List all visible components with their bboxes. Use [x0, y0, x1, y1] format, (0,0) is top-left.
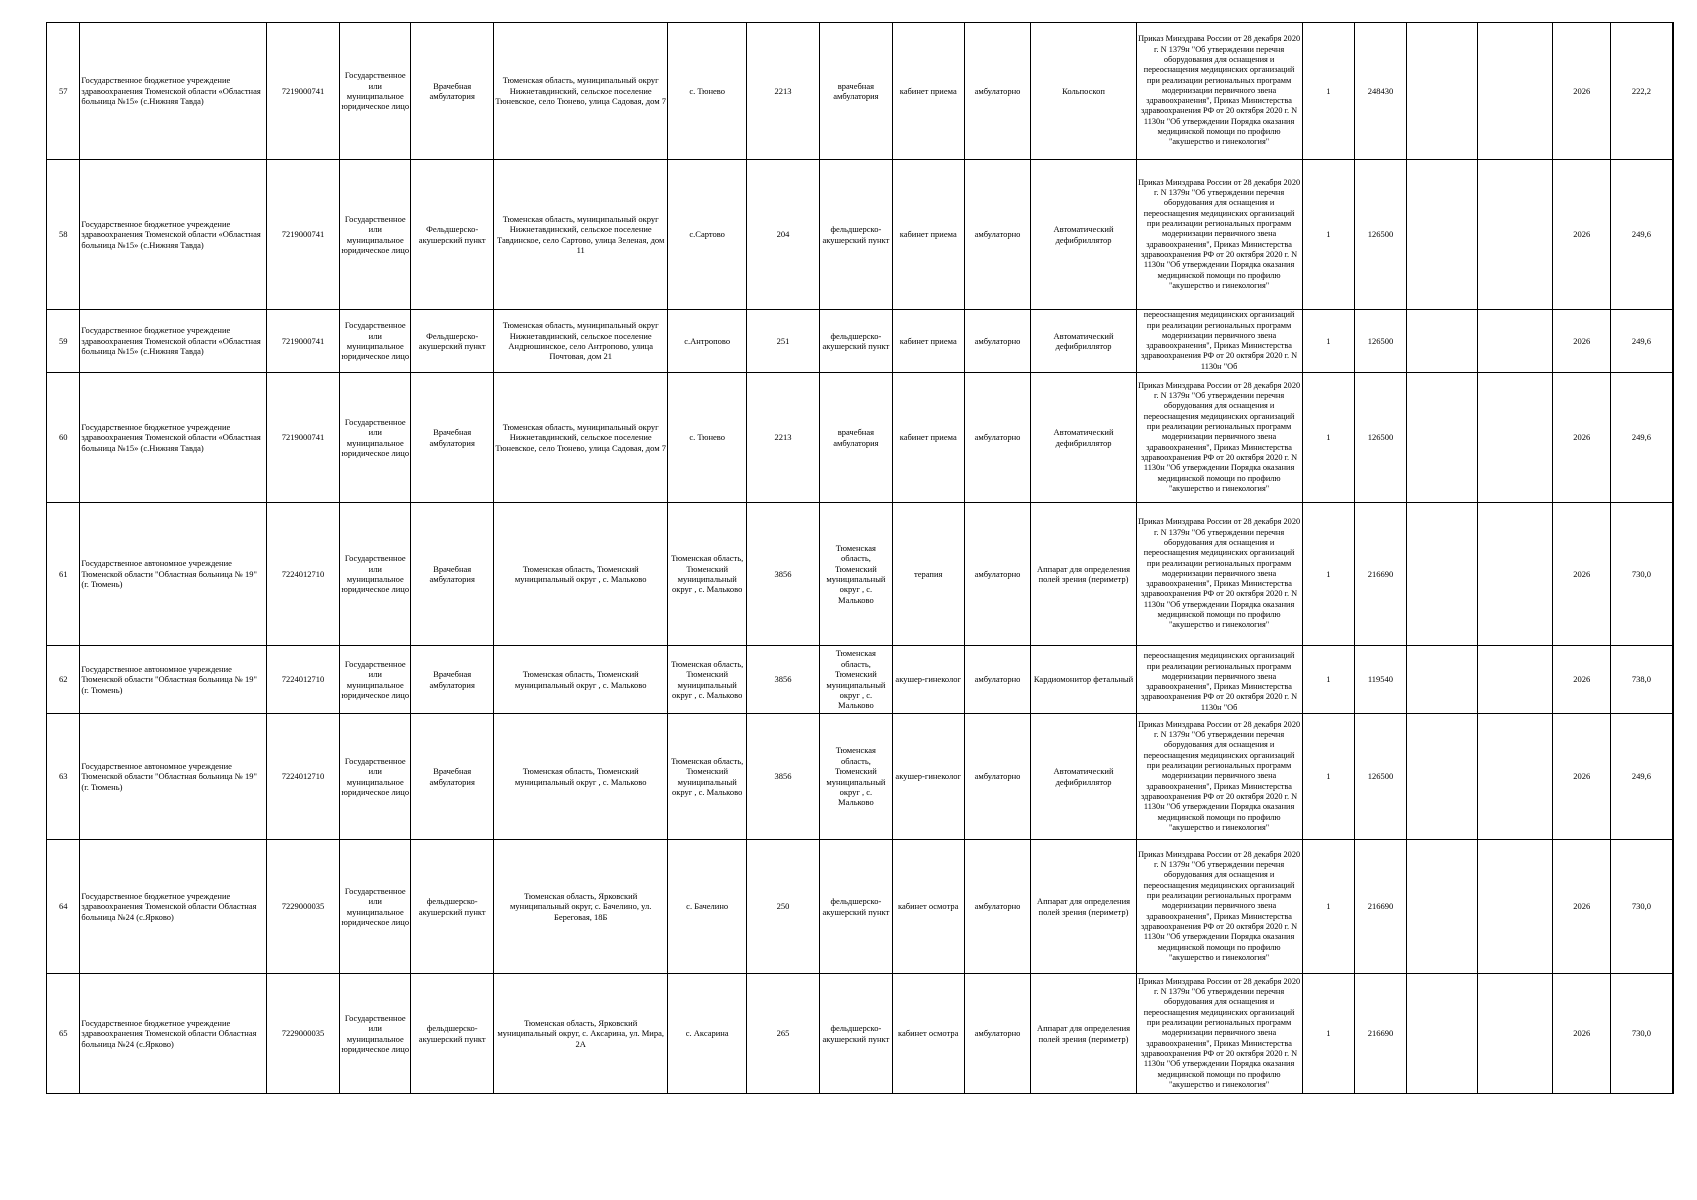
equipment-name: Автоматический дефибриллятор: [1031, 714, 1136, 840]
unit-type: Фельдшерско-акушерский пункт: [411, 160, 494, 310]
unit-price: 248430: [1355, 23, 1407, 160]
population: 204: [747, 160, 820, 310]
quantity: 1: [1302, 160, 1355, 310]
empty-cell: [1406, 974, 1477, 1094]
care-form: амбулаторно: [964, 373, 1031, 503]
amount-value: 249,6: [1611, 310, 1673, 373]
unit-type: Фельдшерско-акушерский пункт: [411, 310, 494, 373]
year: 2026: [1553, 310, 1611, 373]
empty-cell: [1477, 840, 1553, 974]
unit-kind: фельдшерско-акушерский пункт: [819, 840, 892, 974]
empty-cell: [1406, 373, 1477, 503]
entity-type: Государственное или муниципальное юридическое лицо: [340, 503, 411, 646]
locality: с. Бачелино: [668, 840, 747, 974]
unit-address: Тюменская область, муниципальный округ Нижнетавдинский, сельское поселение Тюневское, село Тюнево, улица Садовая, дом 7: [494, 23, 668, 160]
care-form: амбулаторно: [964, 646, 1031, 714]
inn-value: 7219000741: [266, 373, 340, 503]
care-form: амбулаторно: [964, 503, 1031, 646]
year: 2026: [1553, 373, 1611, 503]
legal-basis: Приказ Минздрава России от 28 декабря 2020 г. N 1379н "Об утверждении перечня оборудования для оснащения и переоснащения медицинских организаций при реализации региональных программ модернизации первичного звена здравоохранения", Приказ Министерства здравоохранения РФ от 20 октября 2020 г. N 1130н "Об утверждении Порядка оказания медицинской помощи по профилю "акушерство и гинекология": [1136, 23, 1302, 160]
unit-type: Врачебная амбулатория: [411, 503, 494, 646]
empty-cell: [1477, 160, 1553, 310]
unit-kind: Тюменская область, Тюменский муниципальный округ , с. Мальково: [819, 714, 892, 840]
equipment-name: Аппарат для определения полей зрения (периметр): [1031, 974, 1136, 1094]
room-name: акушер-гинеколог: [892, 714, 964, 840]
unit-type: Врачебная амбулатория: [411, 23, 494, 160]
amount-value: 730,0: [1611, 974, 1673, 1094]
row-number: 58: [47, 160, 80, 310]
locality: с. Тюнево: [668, 23, 747, 160]
equipment-name: Кольпоскоп: [1031, 23, 1136, 160]
equipment-name: Аппарат для определения полей зрения (периметр): [1031, 503, 1136, 646]
table-row: [47, 714, 1674, 840]
population: 2213: [747, 373, 820, 503]
edge-cell: [1672, 974, 1673, 1094]
locality: с. Аксарина: [668, 974, 747, 1094]
empty-cell: [1406, 503, 1477, 646]
legal-basis: переоснащения медицинских организаций при реализации региональных программ модернизации первичного звена здравоохранения", Приказ Министерства здравоохранения РФ от 20 октября 2020 г. N 1130н "Об: [1136, 310, 1302, 373]
row-number: 65: [47, 974, 80, 1094]
entity-type: Государственное или муниципальное юридическое лицо: [340, 160, 411, 310]
population: 3856: [747, 503, 820, 646]
row-number: 59: [47, 310, 80, 373]
inn-value: 7229000035: [266, 840, 340, 974]
inn-value: 7224012710: [266, 503, 340, 646]
amount-value: 738,0: [1611, 646, 1673, 714]
locality: с.Сартово: [668, 160, 747, 310]
entity-type: Государственное или муниципальное юридическое лицо: [340, 840, 411, 974]
unit-kind: врачебная амбулатория: [819, 23, 892, 160]
empty-cell: [1477, 503, 1553, 646]
organization-name: Государственное бюджетное учреждение здравоохранения Тюменской области «Областная больница №15» (с.Нижняя Тавда): [80, 310, 266, 373]
unit-address: Тюменская область, Тюменский муниципальный округ , с. Мальково: [494, 503, 668, 646]
edge-cell: [1672, 23, 1673, 160]
table-row: [47, 160, 1674, 310]
care-form: амбулаторно: [964, 840, 1031, 974]
locality: с.Антропово: [668, 310, 747, 373]
quantity: 1: [1302, 646, 1355, 714]
entity-type: Государственное или муниципальное юридическое лицо: [340, 373, 411, 503]
unit-type: фельдшерско-акушерский пункт: [411, 974, 494, 1094]
edge-cell: [1672, 840, 1673, 974]
edge-cell: [1672, 160, 1673, 310]
legal-basis: Приказ Минздрава России от 28 декабря 2020 г. N 1379н "Об утверждении перечня оборудования для оснащения и переоснащения медицинских организаций при реализации региональных программ модернизации первичного звена здравоохранения", Приказ Министерства здравоохранения РФ от 20 октября 2020 г. N 1130н "Об утверждении Порядка оказания медицинской помощи по профилю "акушерство и гинекология": [1136, 160, 1302, 310]
equipment-name: Кардиомонитор фетальный: [1031, 646, 1136, 714]
quantity: 1: [1302, 23, 1355, 160]
locality: Тюменская область, Тюменский муниципальный округ , с. Мальково: [668, 646, 747, 714]
organization-name: Государственное автономное учреждение Тюменской области "Областная больница № 19" (г. Тюмень): [80, 503, 266, 646]
population: 3856: [747, 646, 820, 714]
population: 265: [747, 974, 820, 1094]
amount-value: 222,2: [1611, 23, 1673, 160]
year: 2026: [1553, 714, 1611, 840]
inn-value: 7219000741: [266, 160, 340, 310]
quantity: 1: [1302, 714, 1355, 840]
room-name: кабинет приема: [892, 23, 964, 160]
amount-value: 249,6: [1611, 714, 1673, 840]
locality: Тюменская область, Тюменский муниципальный округ , с. Мальково: [668, 714, 747, 840]
empty-cell: [1477, 310, 1553, 373]
unit-price: 126500: [1355, 310, 1407, 373]
unit-price: 216690: [1355, 503, 1407, 646]
edge-cell: [1672, 714, 1673, 840]
entity-type: Государственное или муниципальное юридическое лицо: [340, 23, 411, 160]
organization-name: Государственное бюджетное учреждение здравоохранения Тюменской области «Областная больница №15» (с.Нижняя Тавда): [80, 373, 266, 503]
unit-price: 119540: [1355, 646, 1407, 714]
unit-kind: врачебная амбулатория: [819, 373, 892, 503]
room-name: акушер-гинеколог: [892, 646, 964, 714]
amount-value: 249,6: [1611, 373, 1673, 503]
quantity: 1: [1302, 373, 1355, 503]
edge-cell: [1672, 503, 1673, 646]
amount-value: 730,0: [1611, 503, 1673, 646]
room-name: кабинет осмотра: [892, 974, 964, 1094]
quantity: 1: [1302, 974, 1355, 1094]
unit-address: Тюменская область, муниципальный округ Нижнетавдинский, сельское поселение Андрюшинское, село Антропово, улица Почтовая, дом 21: [494, 310, 668, 373]
legal-basis: переоснащения медицинских организаций при реализации региональных программ модернизации первичного звена здравоохранения", Приказ Министерства здравоохранения РФ от 20 октября 2020 г. N 1130н "Об: [1136, 646, 1302, 714]
unit-address: Тюменская область, муниципальный округ Нижнетавдинский, сельское поселение Тюневское, село Тюнево, улица Садовая, дом 7: [494, 373, 668, 503]
care-form: амбулаторно: [964, 714, 1031, 840]
unit-kind: Тюменская область, Тюменский муниципальный округ , с. Мальково: [819, 646, 892, 714]
inn-value: 7224012710: [266, 646, 340, 714]
population: 3856: [747, 714, 820, 840]
equipment-name: Автоматический дефибриллятор: [1031, 373, 1136, 503]
row-number: 64: [47, 840, 80, 974]
legal-basis: Приказ Минздрава России от 28 декабря 2020 г. N 1379н "Об утверждении перечня оборудования для оснащения и переоснащения медицинских организаций при реализации региональных программ модернизации первичного звена здравоохранения", Приказ Министерства здравоохранения РФ от 20 октября 2020 г. N 1130н "Об утверждении Порядка оказания медицинской помощи по профилю "акушерство и гинекология": [1136, 373, 1302, 503]
table-row: [47, 503, 1674, 646]
unit-address: Тюменская область, Тюменский муниципальный округ , с. Мальково: [494, 714, 668, 840]
edge-cell: [1672, 646, 1673, 714]
table-body: [47, 23, 1674, 1094]
care-form: амбулаторно: [964, 23, 1031, 160]
legal-basis: Приказ Минздрава России от 28 декабря 2020 г. N 1379н "Об утверждении перечня оборудования для оснащения и переоснащения медицинских организаций при реализации региональных программ модернизации первичного звена здравоохранения", Приказ Министерства здравоохранения РФ от 20 октября 2020 г. N 1130н "Об утверждении Порядка оказания медицинской помощи по профилю "акушерство и гинекология": [1136, 503, 1302, 646]
table-row: [47, 840, 1674, 974]
row-number: 60: [47, 373, 80, 503]
row-number: 63: [47, 714, 80, 840]
unit-kind: фельдшерско-акушерский пункт: [819, 310, 892, 373]
row-number: 57: [47, 23, 80, 160]
table-row: [47, 646, 1674, 714]
organization-name: Государственное бюджетное учреждение здравоохранения Тюменской области Областная больница №24 (с.Ярково): [80, 974, 266, 1094]
unit-price: 126500: [1355, 160, 1407, 310]
unit-price: 126500: [1355, 714, 1407, 840]
table-row: [47, 23, 1674, 160]
unit-type: Врачебная амбулатория: [411, 646, 494, 714]
equipment-table: [46, 22, 1674, 1094]
unit-price: 126500: [1355, 373, 1407, 503]
population: 250: [747, 840, 820, 974]
unit-address: Тюменская область, Ярковский муниципальный округ, с. Бачелино, ул. Береговая, 18Б: [494, 840, 668, 974]
empty-cell: [1477, 23, 1553, 160]
year: 2026: [1553, 160, 1611, 310]
empty-cell: [1406, 840, 1477, 974]
legal-basis: Приказ Минздрава России от 28 декабря 2020 г. N 1379н "Об утверждении перечня оборудования для оснащения и переоснащения медицинских организаций при реализации региональных программ модернизации первичного звена здравоохранения", Приказ Министерства здравоохранения РФ от 20 октября 2020 г. N 1130н "Об утверждении Порядка оказания медицинской помощи по профилю "акушерство и гинекология": [1136, 714, 1302, 840]
population: 2213: [747, 23, 820, 160]
entity-type: Государственное или муниципальное юридическое лицо: [340, 714, 411, 840]
population: 251: [747, 310, 820, 373]
room-name: кабинет приема: [892, 160, 964, 310]
empty-cell: [1406, 646, 1477, 714]
organization-name: Государственное автономное учреждение Тюменской области "Областная больница № 19" (г. Тюмень): [80, 646, 266, 714]
care-form: амбулаторно: [964, 310, 1031, 373]
entity-type: Государственное или муниципальное юридическое лицо: [340, 310, 411, 373]
edge-cell: [1672, 310, 1673, 373]
equipment-name: Автоматический дефибриллятор: [1031, 310, 1136, 373]
inn-value: 7219000741: [266, 23, 340, 160]
unit-kind: фельдшерско-акушерский пункт: [819, 974, 892, 1094]
locality: Тюменская область, Тюменский муниципальный округ , с. Мальково: [668, 503, 747, 646]
unit-type: Врачебная амбулатория: [411, 373, 494, 503]
legal-basis: Приказ Минздрава России от 28 декабря 2020 г. N 1379н "Об утверждении перечня оборудования для оснащения и переоснащения медицинских организаций при реализации региональных программ модернизации первичного звена здравоохранения", Приказ Министерства здравоохранения РФ от 20 октября 2020 г. N 1130н "Об утверждении Порядка оказания медицинской помощи по профилю "акушерство и гинекология": [1136, 840, 1302, 974]
empty-cell: [1477, 373, 1553, 503]
unit-address: Тюменская область, муниципальный округ Нижнетавдинский, сельское поселение Тавдинское, село Сартово, улица Зеленая, дом 11: [494, 160, 668, 310]
room-name: терапия: [892, 503, 964, 646]
unit-address: Тюменская область, Ярковский муниципальный округ, с. Аксарина, ул. Мира, 2А: [494, 974, 668, 1094]
care-form: амбулаторно: [964, 974, 1031, 1094]
equipment-name: Автоматический дефибриллятор: [1031, 160, 1136, 310]
inn-value: 7219000741: [266, 310, 340, 373]
year: 2026: [1553, 646, 1611, 714]
organization-name: Государственное бюджетное учреждение здравоохранения Тюменской области Областная больница №24 (с.Ярково): [80, 840, 266, 974]
locality: с. Тюнево: [668, 373, 747, 503]
quantity: 1: [1302, 840, 1355, 974]
room-name: кабинет осмотра: [892, 840, 964, 974]
equipment-name: Аппарат для определения полей зрения (периметр): [1031, 840, 1136, 974]
care-form: амбулаторно: [964, 160, 1031, 310]
empty-cell: [1477, 974, 1553, 1094]
edge-cell: [1672, 373, 1673, 503]
empty-cell: [1477, 714, 1553, 840]
unit-kind: фельдшерско-акушерский пункт: [819, 160, 892, 310]
empty-cell: [1406, 310, 1477, 373]
year: 2026: [1553, 23, 1611, 160]
empty-cell: [1406, 160, 1477, 310]
entity-type: Государственное или муниципальное юридическое лицо: [340, 974, 411, 1094]
legal-basis: Приказ Минздрава России от 28 декабря 2020 г. N 1379н "Об утверждении перечня оборудования для оснащения и переоснащения медицинских организаций при реализации региональных программ модернизации первичного звена здравоохранения", Приказ Министерства здравоохранения РФ от 20 октября 2020 г. N 1130н "Об утверждении Порядка оказания медицинской помощи по профилю "акушерство и гинекология": [1136, 974, 1302, 1094]
year: 2026: [1553, 503, 1611, 646]
empty-cell: [1406, 23, 1477, 160]
room-name: кабинет приема: [892, 373, 964, 503]
quantity: 1: [1302, 503, 1355, 646]
table-row: [47, 310, 1674, 373]
table-row: [47, 373, 1674, 503]
row-number: 61: [47, 503, 80, 646]
organization-name: Государственное бюджетное учреждение здравоохранения Тюменской области «Областная больница №15» (с.Нижняя Тавда): [80, 23, 266, 160]
unit-kind: Тюменская область, Тюменский муниципальный округ , с. Мальково: [819, 503, 892, 646]
organization-name: Государственное автономное учреждение Тюменской области "Областная больница № 19" (г. Тюмень): [80, 714, 266, 840]
unit-type: Врачебная амбулатория: [411, 714, 494, 840]
organization-name: Государственное бюджетное учреждение здравоохранения Тюменской области «Областная больница №15» (с.Нижняя Тавда): [80, 160, 266, 310]
row-number: 62: [47, 646, 80, 714]
table-row: [47, 974, 1674, 1094]
room-name: кабинет приема: [892, 310, 964, 373]
quantity: 1: [1302, 310, 1355, 373]
inn-value: 7229000035: [266, 974, 340, 1094]
unit-price: 216690: [1355, 840, 1407, 974]
year: 2026: [1553, 840, 1611, 974]
inn-value: 7224012710: [266, 714, 340, 840]
unit-price: 216690: [1355, 974, 1407, 1094]
unit-address: Тюменская область, Тюменский муниципальный округ , с. Мальково: [494, 646, 668, 714]
amount-value: 249,6: [1611, 160, 1673, 310]
empty-cell: [1477, 646, 1553, 714]
unit-type: фельдшерско-акушерский пункт: [411, 840, 494, 974]
year: 2026: [1553, 974, 1611, 1094]
amount-value: 730,0: [1611, 840, 1673, 974]
empty-cell: [1406, 714, 1477, 840]
entity-type: Государственное или муниципальное юридическое лицо: [340, 646, 411, 714]
